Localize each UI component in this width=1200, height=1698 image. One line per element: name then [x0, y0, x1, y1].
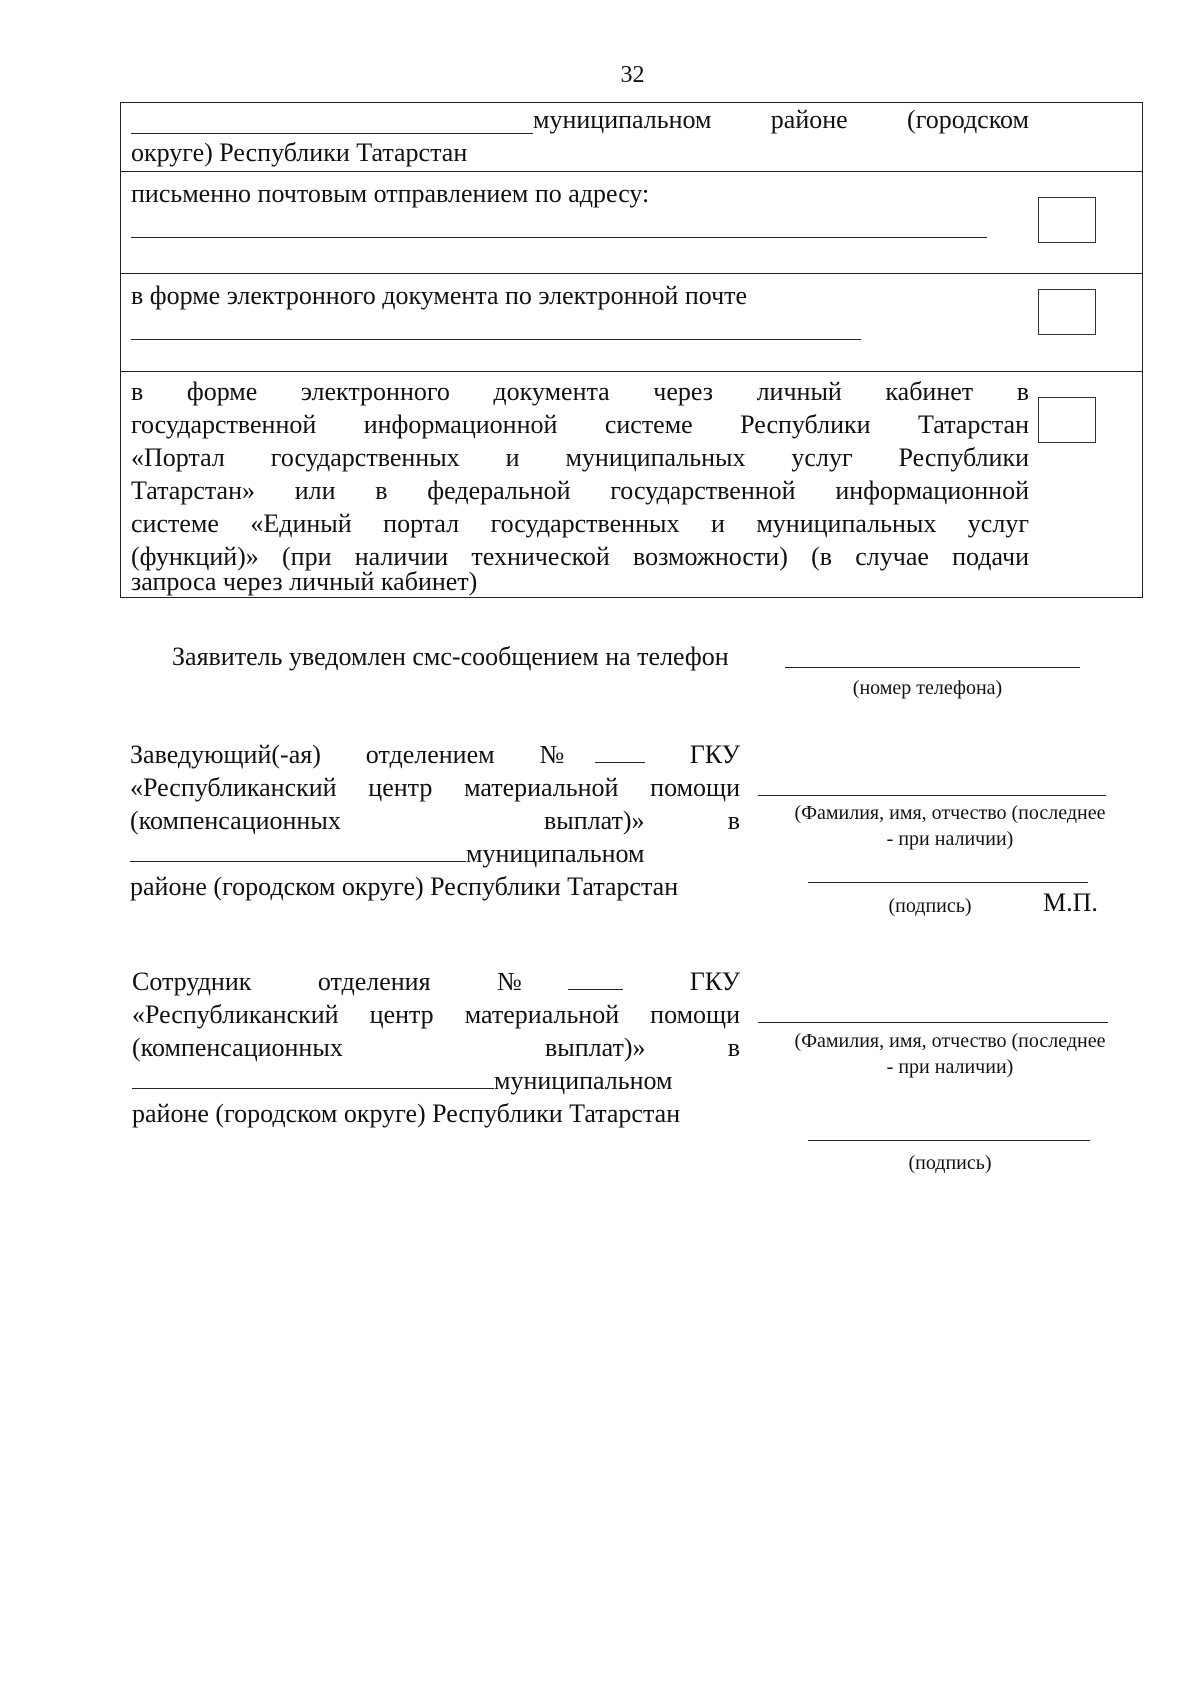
email-address-line[interactable] [131, 339, 861, 340]
postal-option-text: письменно почтовым отправлением по адресу: [131, 179, 650, 208]
head-signatory-block [130, 738, 740, 903]
employee-line-2: «Республиканский центр материальной помощи [132, 1000, 740, 1029]
row1-line2: округе) Республики Татарстан [131, 138, 468, 167]
portal-line-1: в форме электронного документа через личный кабинет в [131, 377, 1029, 406]
table-row-portal [121, 371, 1142, 597]
portal-line-4: Татарстан» или в федеральной государственной информационной [131, 476, 1029, 505]
table-row-municipal [121, 103, 1142, 172]
portal-line-7: запроса через личный кабинет) [131, 567, 478, 596]
sms-notice-text: Заявитель уведомлен смс-сообщением на телефон [172, 642, 729, 671]
portal-option-checkbox[interactable] [1038, 397, 1096, 443]
portal-line-2: государственной информационной системе Республики Татарстан [131, 410, 1029, 439]
postal-option-checkbox[interactable] [1038, 197, 1096, 243]
employee-signature-caption: (подпись) [908, 1152, 992, 1174]
head-fio-line[interactable] [758, 795, 1106, 796]
employee-line-3: (компенсационных выплат)» в [132, 1033, 740, 1062]
employee-line-4: муниципальном [132, 1064, 740, 1097]
head-line-2: «Республиканский центр материальной помощи [130, 773, 740, 802]
portal-line-5: системе «Единый портал государственных и муниципальных услуг [131, 509, 1029, 538]
employee-fio-line[interactable] [758, 1022, 1108, 1023]
postal-address-line[interactable] [131, 237, 987, 238]
head-line-1: Заведующий(-ая) отделением № ГКУ [130, 740, 740, 769]
head-municipality-blank[interactable] [130, 841, 466, 862]
employee-line-5: районе (городском округе) Республики Татарстан [132, 1099, 681, 1128]
employee-signatory-block [132, 965, 740, 1130]
employee-fio-caption-2: - при наличии) [886, 1056, 1014, 1078]
department-number-blank[interactable] [595, 742, 645, 763]
stamp-mark: М.П. [1043, 888, 1098, 917]
phone-number-line[interactable] [785, 667, 1080, 668]
head-fio-caption-2: - при наличии) [886, 828, 1014, 850]
phone-number-caption: (номер телефона) [852, 677, 1003, 699]
head-signature-caption: (подпись) [888, 895, 972, 917]
employee-line-1: Сотрудник отделения № ГКУ [132, 967, 740, 996]
portal-line-6: (функций)» (при наличии технической возможности) (в случае подачи [131, 542, 1029, 571]
municipality-blank-line[interactable] [131, 133, 533, 134]
employee-department-number-blank[interactable] [568, 969, 623, 990]
row1-suffix: муниципальном районе (городском [533, 105, 1029, 134]
portal-line-3: «Портал государственных и муниципальных услуг Республики [131, 443, 1029, 472]
table-row-postal [121, 171, 1142, 274]
employee-fio-caption-1: (Фамилия, имя, отчество (последнее [794, 1030, 1106, 1052]
head-line-3: (компенсационных выплат)» в [130, 806, 740, 835]
delivery-options-table [120, 102, 1143, 598]
head-fio-caption-1: (Фамилия, имя, отчество (последнее [794, 802, 1106, 824]
head-line-5: районе (городском округе) Республики Татарстан [130, 872, 679, 901]
employee-municipality-blank[interactable] [132, 1068, 494, 1089]
table-row-email [121, 273, 1142, 372]
page-number: 32 [620, 62, 645, 88]
head-line-4: муниципальном [130, 837, 740, 870]
email-option-checkbox[interactable] [1038, 289, 1096, 335]
employee-signature-line[interactable] [808, 1140, 1090, 1141]
email-option-text: в форме электронного документа по электронной почте [131, 281, 748, 310]
head-signature-line[interactable] [808, 882, 1088, 883]
